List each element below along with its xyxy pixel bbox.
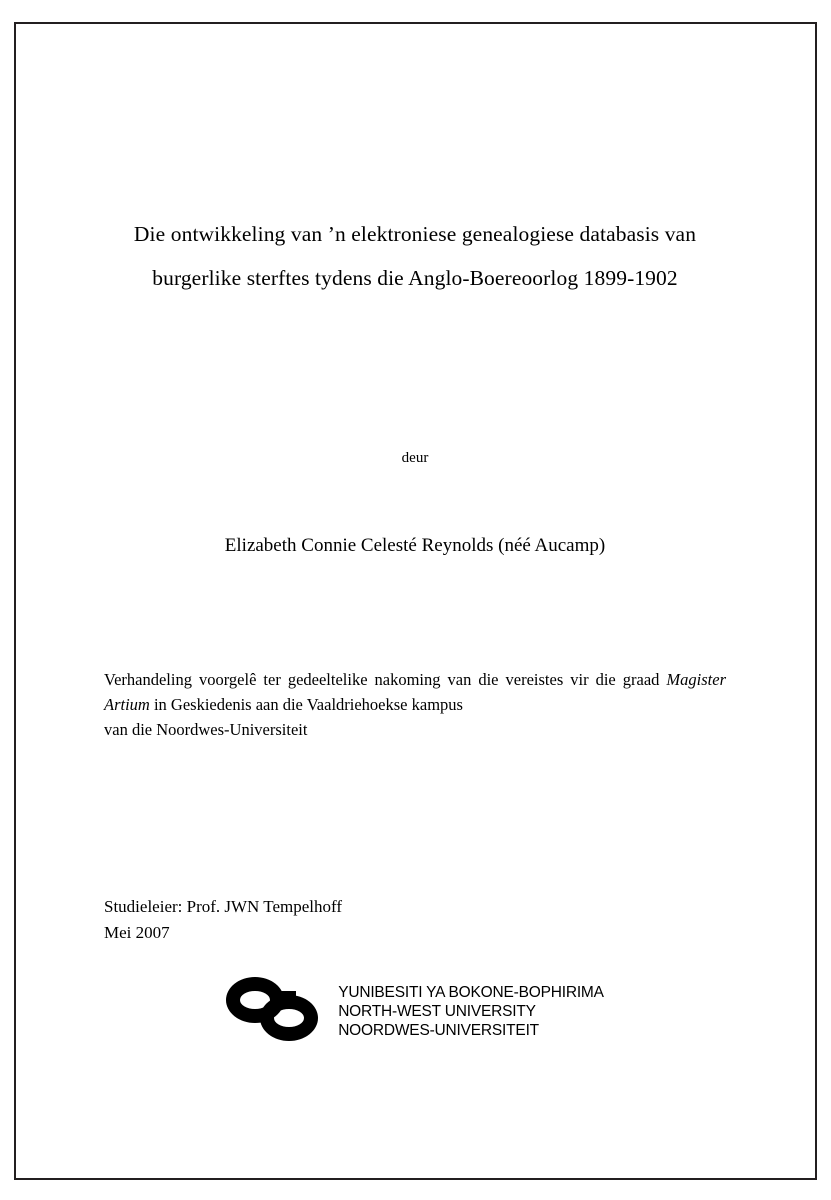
statement-line-3: van die Noordwes-Universiteit [104, 720, 308, 739]
title-page-content [90, 22, 740, 1180]
university-logo [90, 977, 740, 1045]
logo-text-line-2: NORTH-WEST UNIVERSITY [338, 1002, 536, 1020]
degree-statement [104, 667, 726, 742]
byline-label: deur [401, 450, 429, 466]
page-title [90, 212, 740, 300]
logo-connector-bar [270, 991, 296, 1006]
logo-text-line-1: YUNIBESITI YA BOKONE-BOPHIRIMA [338, 983, 604, 1001]
statement-line-1: Verhandeling voorgelê ter gedeeltelike nakoming van die vereistes vir die [104, 670, 616, 689]
degree-name: Magister Artium [104, 670, 726, 714]
title-line-2: burgerlike sterftes tydens die Anglo-Boereoorlog 1899-1902 [152, 266, 678, 290]
date-line: Mei 2007 [104, 923, 170, 942]
statement-line-2-prefix: graad [622, 670, 667, 689]
title-line-1: Die ontwikkeling van ’n elektroniese genealogiese databasis van [133, 222, 697, 246]
supervisor-line: Studieleier: Prof. JWN Tempelhoff [104, 897, 343, 916]
nwu-logo-icon [226, 977, 330, 1045]
logo-text-line-3: NOORDWES-UNIVERSITEIT [338, 1021, 539, 1039]
statement-line-2-suffix: in Geskiedenis aan die Vaaldriehoekse kampus [149, 695, 463, 714]
logo-text-block [338, 983, 604, 1040]
author-name: Elizabeth Connie Celesté Reynolds (néé Aucamp) [224, 535, 606, 556]
